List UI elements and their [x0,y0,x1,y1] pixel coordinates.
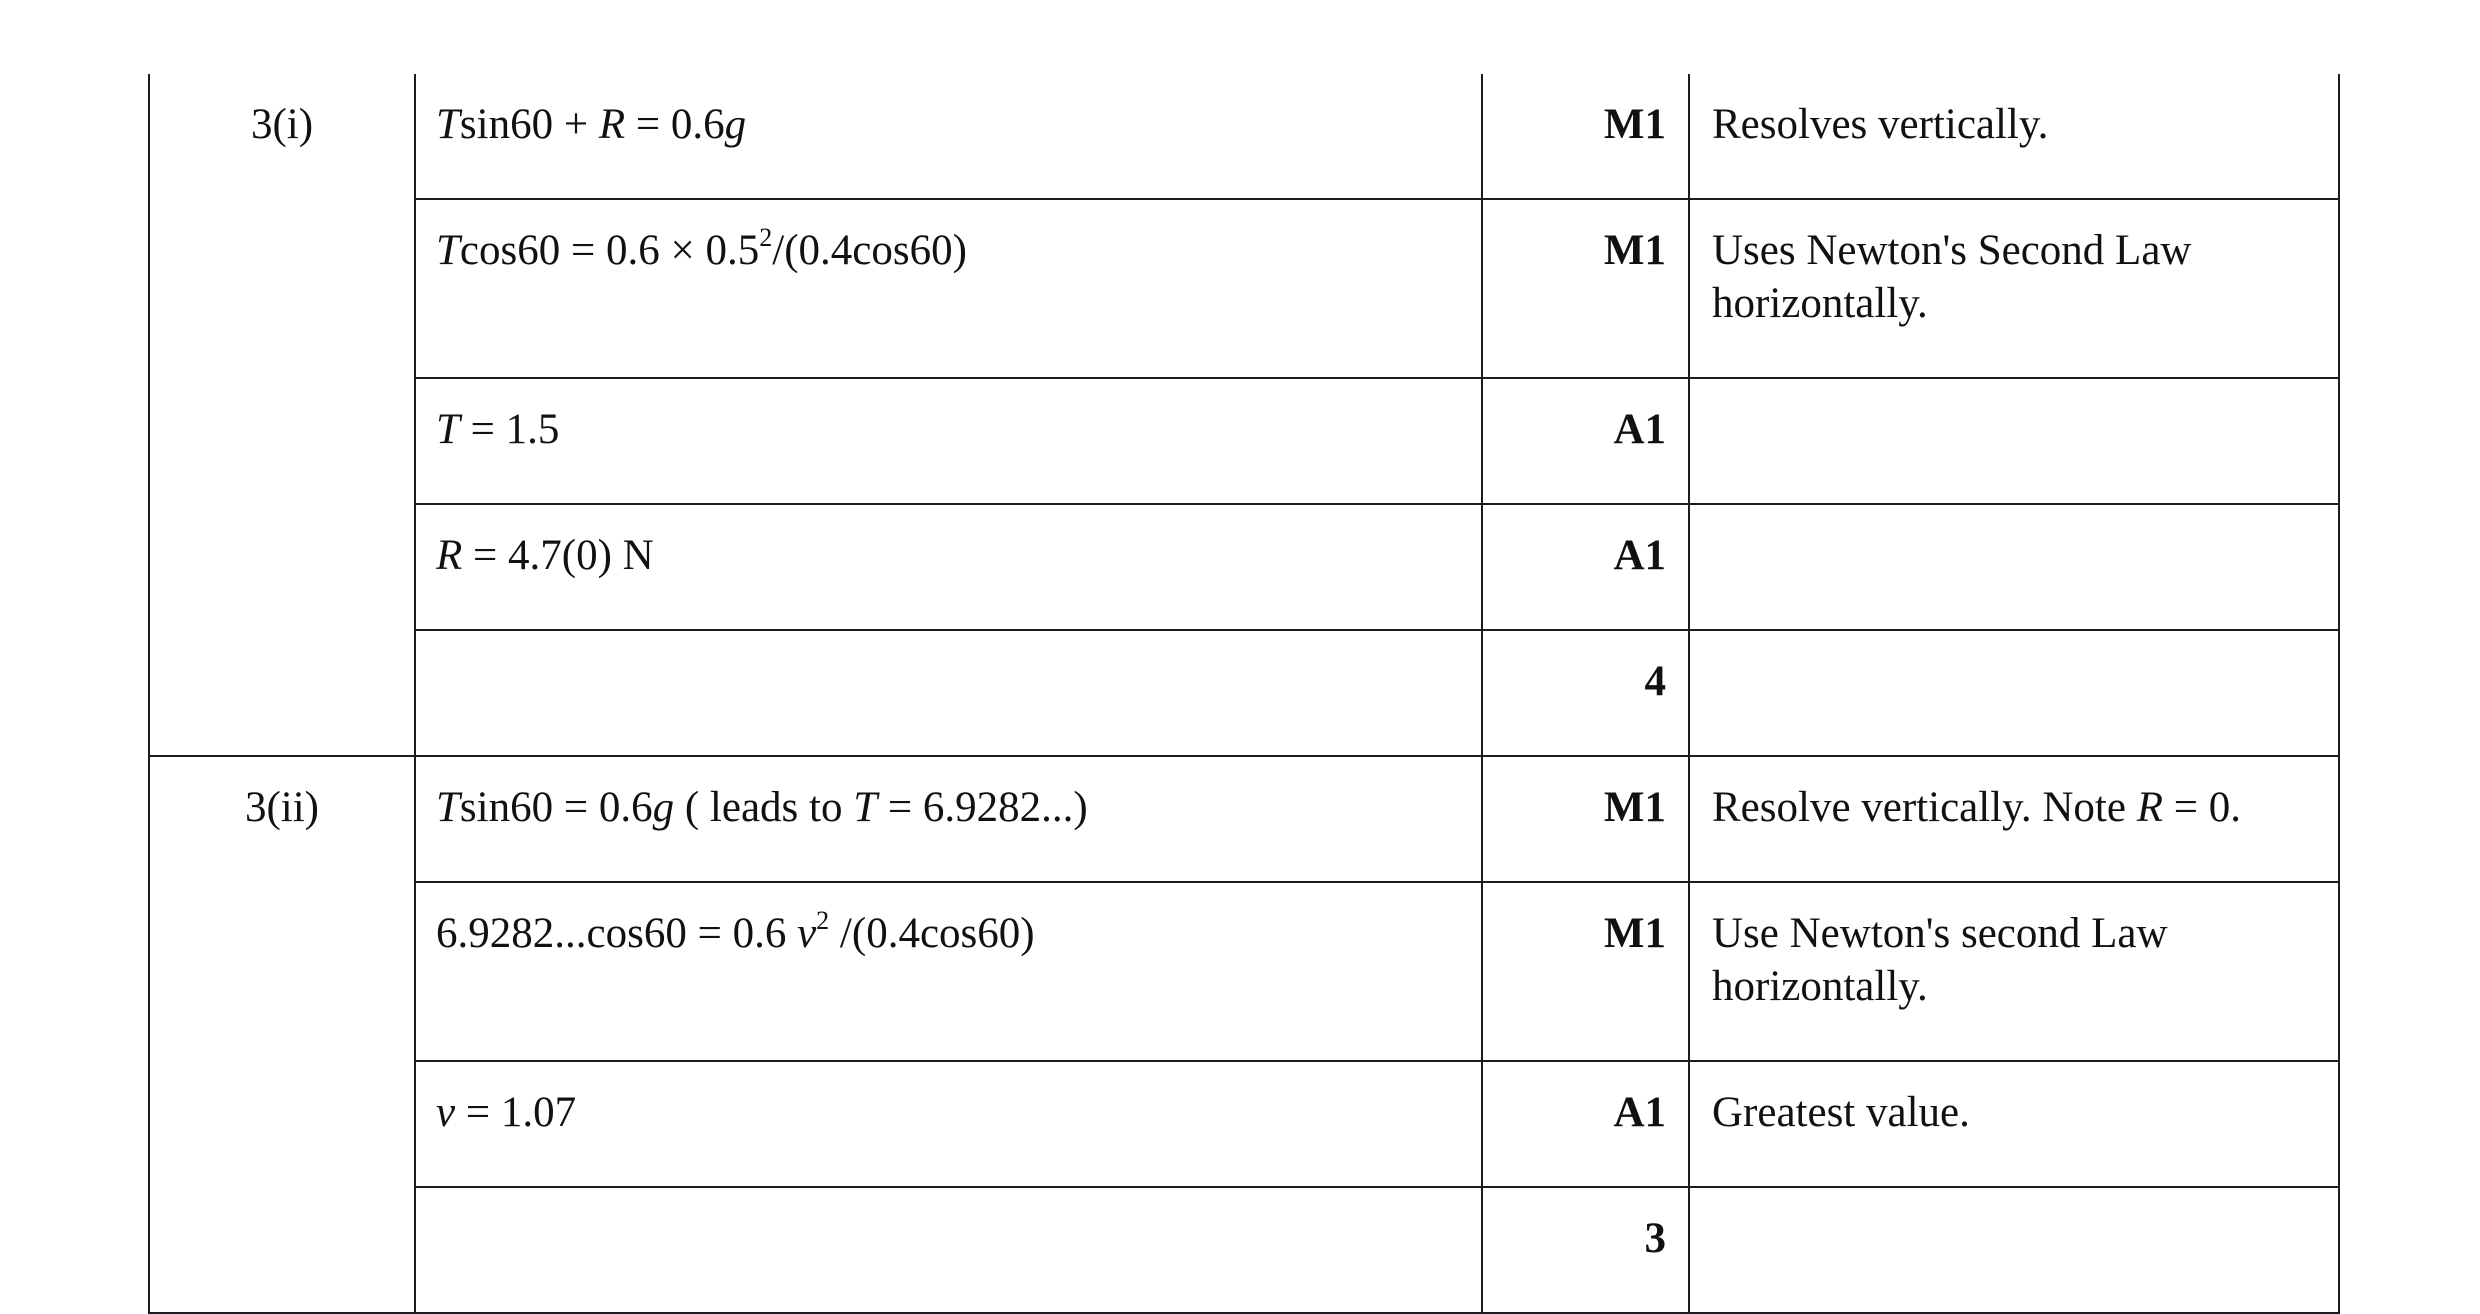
answer-cell: Tsin60 + R = 0.6g [415,74,1482,199]
table-row [149,378,2339,504]
guidance-cell: Resolve vertically. Note R = 0. [1689,756,2339,882]
guidance-cell [1689,378,2339,504]
answer-cell: T = 1.5 [415,378,1482,504]
answer-cell [415,1187,1482,1313]
table-row [149,1187,2339,1313]
mark-cell: M1 [1482,756,1689,882]
answer-cell [415,630,1482,756]
guidance-cell [1689,1187,2339,1313]
question-number: 3(i) [149,74,415,756]
mark-cell: M1 [1482,74,1689,199]
mark-scheme-table [148,74,2340,1314]
table-row [149,199,2339,378]
mark-cell: M1 [1482,882,1689,1061]
mark-cell: A1 [1482,378,1689,504]
mark-cell: A1 [1482,1061,1689,1187]
guidance-cell [1689,504,2339,630]
question-number: 3(ii) [149,756,415,1313]
answer-cell: R = 4.7(0) N [415,504,1482,630]
table-row [149,882,2339,1061]
guidance-cell: Uses Newton's Second Law horizontally. [1689,199,2339,378]
mark-cell: M1 [1482,199,1689,378]
answer-cell: Tsin60 = 0.6g ( leads to T = 6.9282...) [415,756,1482,882]
guidance-cell: Greatest value. [1689,1061,2339,1187]
guidance-cell: Resolves vertically. [1689,74,2339,199]
guidance-cell: Use Newton's second Law horizontally. [1689,882,2339,1061]
total-mark-cell: 3 [1482,1187,1689,1313]
table-row [149,630,2339,756]
guidance-cell [1689,630,2339,756]
table-row [149,1061,2339,1187]
answer-cell: 6.9282...cos60 = 0.6 $v^2$ /(0.4cos60) [415,882,1482,1061]
answer-cell: v = 1.07 [415,1061,1482,1187]
table-row [149,504,2339,630]
total-mark-cell: 4 [1482,630,1689,756]
mark-cell: A1 [1482,504,1689,630]
answer-cell: $Tcos60 = 0.6 \times 0.5^2/(0.4\cos 60)$ [415,199,1482,378]
table-row [149,756,2339,882]
table-row [149,74,2339,199]
